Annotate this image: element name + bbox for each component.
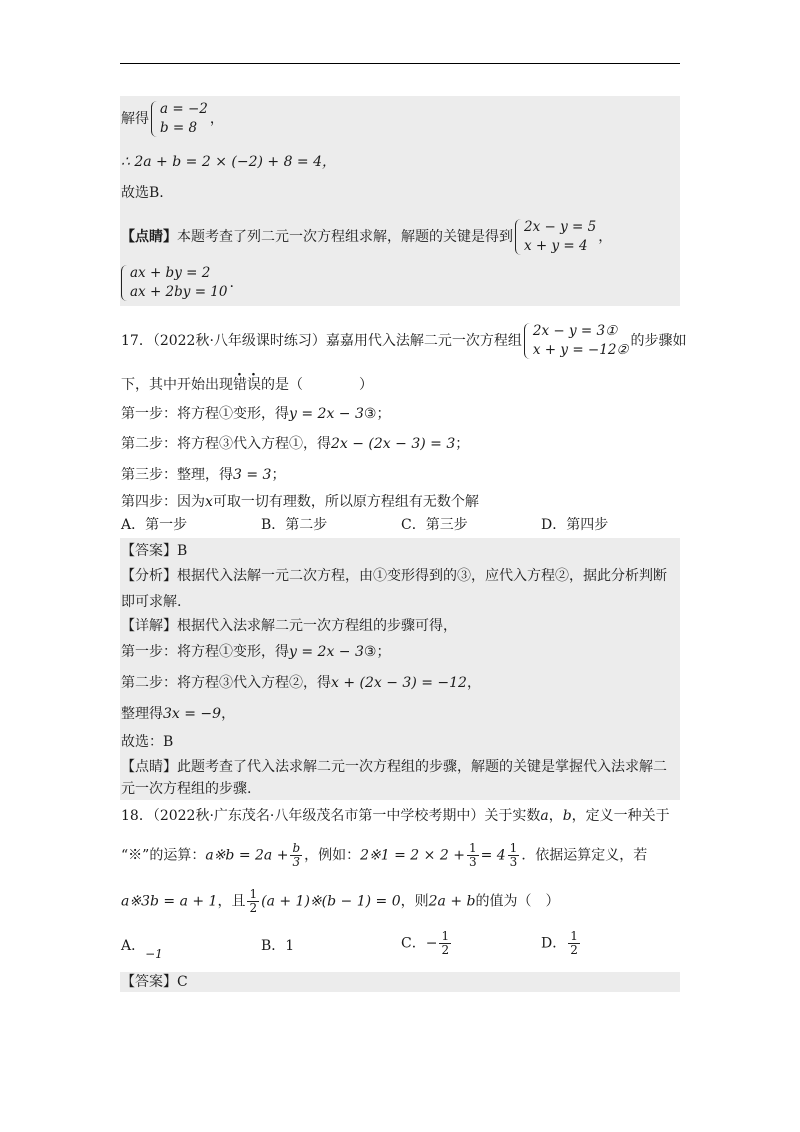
q17-detail-step2: 第二步：将方程③代入方程②，得x + (2x − 3) = −12，	[121, 675, 481, 691]
q18-example-mixed-fraction: $\frac{1}{3}$	[509, 841, 518, 869]
q18-half-fraction: $\frac{1}{2}$	[249, 887, 258, 915]
solution-block-q18	[120, 972, 680, 992]
q18-stem: 18．（2022秋·广东茂名·八年级茂名市第一中学校考期中）关于实数a，b，定义一种关于	[121, 808, 670, 824]
q17-step4: 第四步：因为x可取一切有理数，所以原方程组有无数个解	[121, 494, 479, 510]
q17-step1: 第一步：将方程①变形，得y = 2x − 3③；	[121, 406, 391, 422]
q18-options	[121, 929, 681, 964]
q17-comment: 【点睛】此题考查了代入法求解二元一次方程组的步骤，解题的关键是掌握代入法求解二	[121, 759, 667, 775]
q18-option-d[interactable]: D． $\frac{1}{2}$	[541, 929, 578, 957]
q17-choice: 故选：B	[121, 734, 174, 750]
equation-system-1: 2x − y = 5 x + y = 4	[515, 218, 596, 256]
q17-answer: 【答案】B	[121, 543, 188, 559]
q17-detail: 【详解】根据代入法求解二元一次方程组的步骤可得，	[121, 618, 457, 634]
solve-line: 解得 a = −2 b = 8 ，	[121, 101, 224, 136]
q18-example-fraction: $\frac{1}{3}$	[468, 841, 477, 869]
q18-option-b[interactable]: B．1	[261, 938, 295, 954]
q17-detail-step3: 整理得3x = −9，	[121, 706, 236, 722]
q17-step3: 第三步：整理，得3 = 3；	[121, 467, 286, 483]
q18-def-fraction: $\frac{b}{3}$	[292, 841, 301, 869]
q18-definition: “※”的运算：a※b = 2a + $\frac{b}{3}$ ，例如：2※1 = 2 × 2 + $\frac{1}{3}$ = 4 $\frac{1}{3}$ ．依据运算定义，若	[121, 841, 648, 869]
q17-analysis-cont: 即可求解.	[121, 594, 182, 610]
q17-option-c[interactable]: C．第三步	[401, 517, 468, 533]
choice-line: 故选B.	[121, 185, 164, 201]
equation-system-2: ax + by = 2 ax + 2by = 10	[121, 264, 228, 302]
q17-system: 2x − y = 3① x + y = −12②	[524, 322, 629, 360]
q17-option-b[interactable]: B．第二步	[261, 517, 328, 533]
solution-system: a = −2 b = 8	[151, 100, 208, 138]
q17-comment-cont: 元一次方程组的步骤.	[121, 781, 252, 797]
q18-option-c[interactable]: C．− $\frac{1}{2}$	[401, 929, 450, 957]
q17-option-a[interactable]: A．第一步	[121, 517, 188, 533]
comment-system-line: ax + by = 2 ax + 2by = 10 .	[121, 264, 234, 302]
therefore-line: ∴ 2a + b = 2 × (−2) + 8 = 4，	[121, 154, 337, 170]
q17-stem: 17．（2022秋·八年级课时练习）嘉嘉用代入法解二元一次方程组 2x − y = 3① x + y = −12② 的步骤如	[121, 323, 687, 358]
q17-detail-step1: 第一步：将方程①变形，得y = 2x − 3③；	[121, 644, 391, 660]
q17-step2: 第二步：将方程③代入方程①，得2x − (2x − 3) = 3；	[121, 436, 470, 452]
q18-answer: 【答案】C	[121, 974, 188, 990]
q17-stem-cont: 下，其中开始出现错误的是（ ）	[121, 377, 373, 393]
q17-option-d[interactable]: D．第四步	[541, 517, 609, 533]
q17-analysis: 【分析】根据代入法解一元二次方程，由①变形得到的③，应代入方程②，据此分析判断	[121, 568, 667, 584]
q18-option-a[interactable]: A．−1	[121, 938, 163, 961]
comment-line: 【点睛】本题考查了列二元一次方程组求解，解题的关键是得到 2x − y = 5 x + y = 4 ，	[121, 219, 613, 254]
header-rule	[120, 63, 680, 64]
q18-condition: a※3b = a + 1，且 $\frac{1}{2}$ (a + 1)※(b − 1) = 0，则2a + b的值为（ ）	[121, 887, 560, 915]
